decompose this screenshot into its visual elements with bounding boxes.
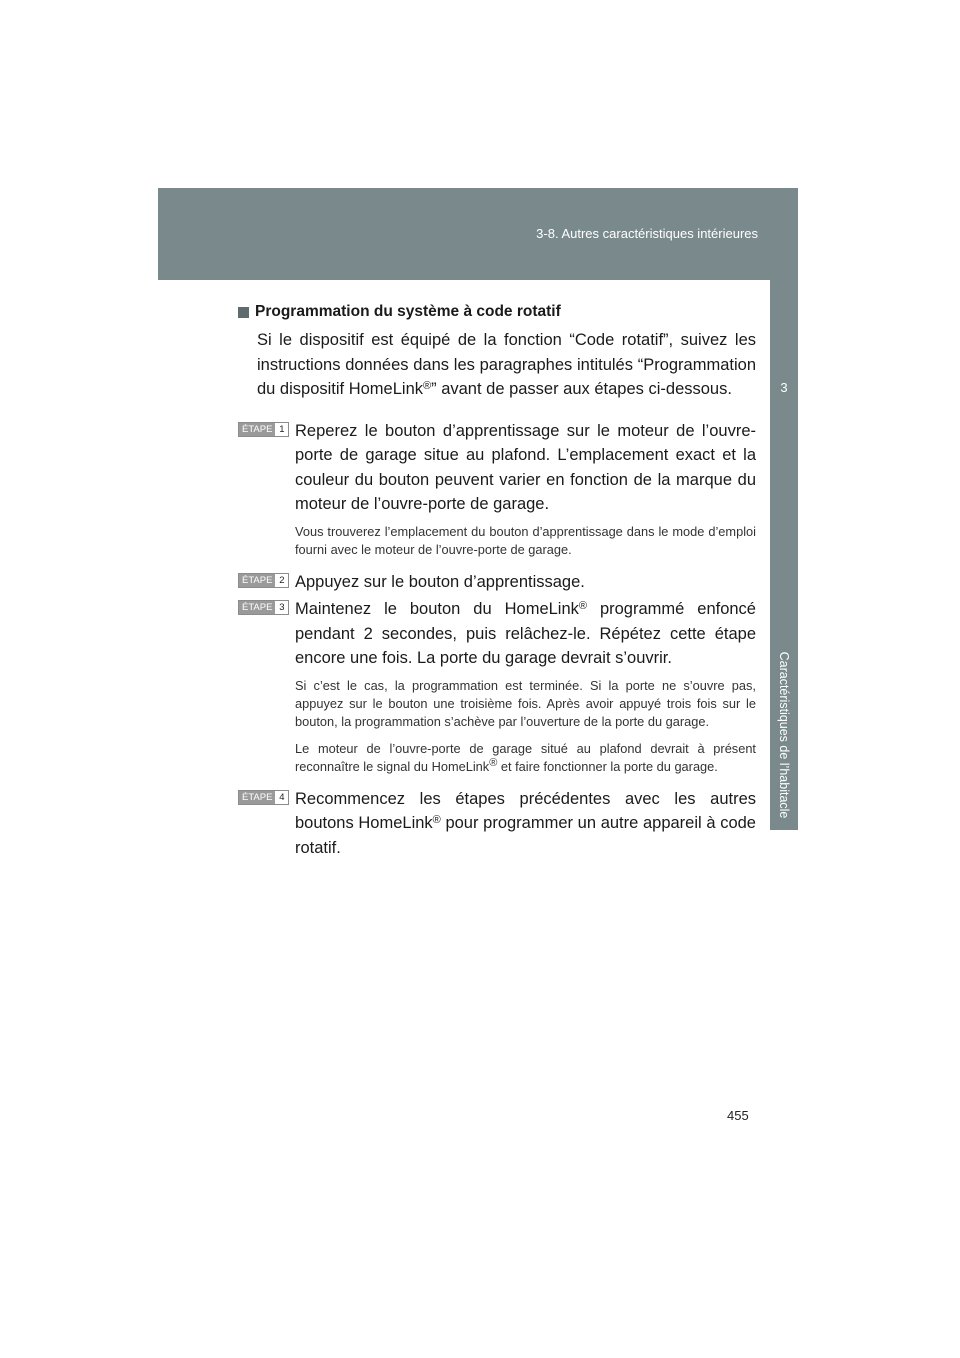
registered-mark: ®	[423, 380, 432, 392]
step-text-part-2: programmé enfoncé pendant 2 secondes, puis relâchez-le. Répétez cette étape encore une fois. La porte du garage devrait s’ouvrir.	[295, 600, 756, 667]
step-badge-number: 3	[275, 601, 288, 614]
step-badge-number: 4	[275, 791, 288, 804]
section-intro	[257, 328, 756, 402]
registered-mark: ®	[489, 756, 498, 769]
step-text-part-1: Recommencez les étapes précédentes avec les autres boutons HomeLink	[295, 789, 756, 832]
step-note: Si c’est le cas, la programmation est terminée. Si la porte ne s’ouvre pas, appuyez sur le bouton une troisième fois. Après avoir appuyé trois fois sur le bouton, la programmation s’achève par l’ouverture de la porte du garage.	[295, 677, 756, 729]
step-text	[295, 787, 756, 861]
note-text-part-2: et faire fonctionner la porte du garage.	[497, 758, 718, 774]
registered-mark: ®	[432, 814, 441, 826]
intro-text-1: Si le dispositif est équipé de la fonction “Code rotatif”, suivez les instructions données dans les paragraphes intitulés “Programmation du dispositif HomeLink	[257, 331, 756, 398]
step-badge-word: ÉTAPE	[239, 574, 275, 587]
step-text-part-1: Maintenez le bouton du HomeLink	[295, 600, 579, 618]
chapter-header-band	[158, 188, 798, 280]
step-badge	[238, 790, 289, 805]
side-chapter-tab	[770, 280, 798, 830]
step-4	[238, 787, 756, 861]
note-text-part-1: Le moteur de l’ouvre-porte de garage situé au plafond devrait à présent reconnaître le signal du HomeLink	[295, 740, 756, 774]
page-content	[238, 302, 756, 860]
step-badge	[238, 573, 289, 588]
step-text-part-2: pour programmer un autre appareil à code rotatif.	[295, 814, 756, 857]
intro-text-2: ” avant de passer aux étapes ci-dessous.	[431, 380, 732, 398]
step-1	[238, 419, 756, 559]
step-2	[238, 570, 756, 595]
section-heading	[238, 302, 756, 322]
step-text	[295, 597, 756, 671]
step-3	[238, 597, 756, 776]
step-badge-number: 2	[275, 574, 288, 587]
page-number: 455	[727, 1108, 749, 1123]
side-chapter-label: Caractéristiques de l’habitacle	[777, 651, 791, 819]
side-chapter-number: 3	[780, 380, 788, 395]
step-note: Vous trouverez l’emplacement du bouton d’apprentissage dans le mode d’emploi fourni avec le moteur de l’ouvre-porte de garage.	[295, 523, 756, 557]
step-badge	[238, 422, 289, 437]
step-badge	[238, 600, 289, 615]
step-badge-word: ÉTAPE	[239, 423, 275, 436]
step-badge-word: ÉTAPE	[239, 601, 275, 614]
step-badge-word: ÉTAPE	[239, 791, 275, 804]
step-note	[295, 740, 756, 776]
step-text: Reperez le bouton d’apprentissage sur le moteur de l’ouvre-porte de garage situe au plafond. L’emplacement exact et la couleur du bouton peuvent varier en fonction de la marque du moteur de l’ouvre-porte de garage.	[295, 421, 756, 513]
chapter-title: 3-8. Autres caractéristiques intérieures	[536, 226, 758, 241]
step-text: Appuyez sur le bouton d’apprentissage.	[295, 572, 585, 591]
section-heading-text: Programmation du système à code rotatif	[255, 303, 561, 320]
square-bullet-icon	[238, 307, 249, 318]
registered-mark: ®	[578, 600, 587, 612]
step-badge-number: 1	[275, 423, 288, 436]
